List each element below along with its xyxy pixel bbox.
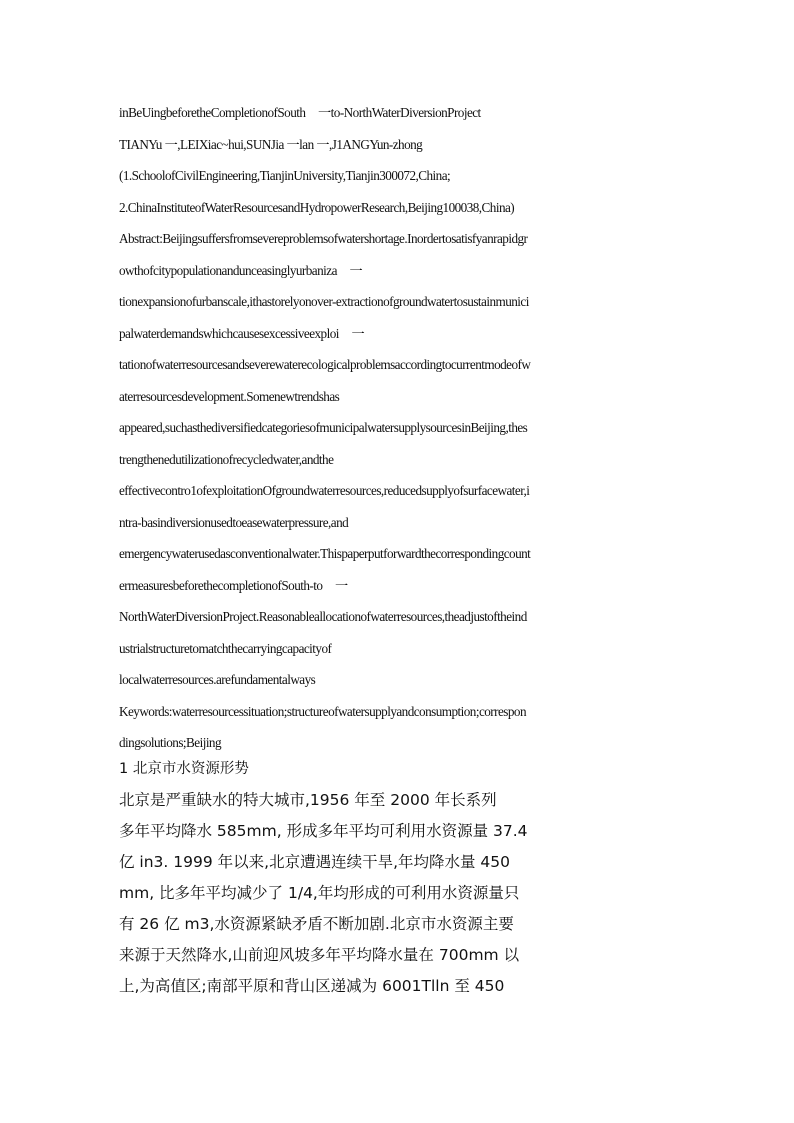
abstract-line: effectivecontro1ofexploitationOfgroundwaterresources,reducedsupplyofsurfacewater,i (119, 483, 530, 498)
abstract-line: tionexpansionofurbanscale,ithastorelyonover-extractionofgroundwatertosustainmunici (119, 294, 529, 309)
author-list: TIANYu 一,LEIXiac~hui,SUNJia 一lan 一,J1ANGYun-zhong (119, 137, 423, 152)
keywords-line: dingsolutions;Beijing (119, 735, 222, 750)
body-line: 来源于天然降水,山前迎风坡多年平均降水量在 700mm 以 (119, 946, 520, 964)
abstract-line: palwaterdemandswhichcausesexcessiveexploi 一 (119, 326, 365, 341)
abstract-line: Abstract:Beijingsuffersfromsevereproblemsofwatershortage.Inordertosatisfyanrapidgr (119, 231, 528, 246)
keywords-line: Keywords:waterresourcessituation;structureofwatersupplyandconsumption;correspon (119, 704, 526, 719)
body-line: 北京是严重缺水的特大城市,1956 年至 2000 年长系列 (119, 791, 497, 809)
abstract-line: trengthenedutilizationofrecycledwater,andthe (119, 452, 334, 467)
body-line: 多年平均降水 585mm, 形成多年平均可利用水资源量 37.4 (119, 822, 528, 840)
abstract-line: tationofwaterresourcesandseverewaterecologicalproblemsaccordingtocurrentmodeofw (119, 357, 531, 372)
abstract-line: ermeasuresbeforethecompletionofSouth-to 一 (119, 578, 348, 593)
abstract-line: ustrialstructuretomatchthecarryingcapacityof (119, 641, 332, 656)
abstract-line: aterresourcesdevelopment.Somenewtrendshas (119, 389, 340, 404)
abstract-line: emergencywaterusedasconventionalwater.Thispaperputforwardthecorrespondingcount (119, 546, 531, 561)
affiliation-2: 2.ChinaInstituteofWaterResourcesandHydropowerResearch,Beijing100038,China) (119, 200, 515, 215)
english-title: inBeUingbeforetheCompletionofSouth 一to-NorthWaterDiversionProject (119, 105, 481, 120)
abstract-line: NorthWaterDiversionProject.Reasonableallocationofwaterresources,theadjustoftheind (119, 609, 527, 624)
body-line: 上,为高值区;南部平原和背山区递减为 6001Tlln 至 450 (119, 977, 505, 995)
abstract-line: localwaterresources.arefundamentalways (119, 672, 316, 687)
body-line: mm, 比多年平均减少了 1/4,年均形成的可利用水资源量只 (119, 884, 520, 902)
abstract-line: owthofcitypopulationandunceasinglyurbaniza 一 (119, 263, 363, 278)
section-heading: 1 北京市水资源形势 (119, 761, 249, 777)
body-line: 有 26 亿 m3,水资源紧缺矛盾不断加剧.北京市水资源主要 (119, 915, 514, 933)
abstract-line: ntra-basindiversionusedtoeasewaterpressure,and (119, 515, 349, 530)
body-line: 亿 in3. 1999 年以来,北京遭遇连续干旱,年均降水量 450 (119, 853, 511, 871)
affiliation-1: (1.SchoolofCivilEngineering,TianjinUniversity,Tianjin300072,China; (119, 168, 451, 183)
abstract-line: appeared,suchasthediversifiedcategoriesofmunicipalwatersupplysourcesinBeijing,thes (119, 420, 528, 435)
